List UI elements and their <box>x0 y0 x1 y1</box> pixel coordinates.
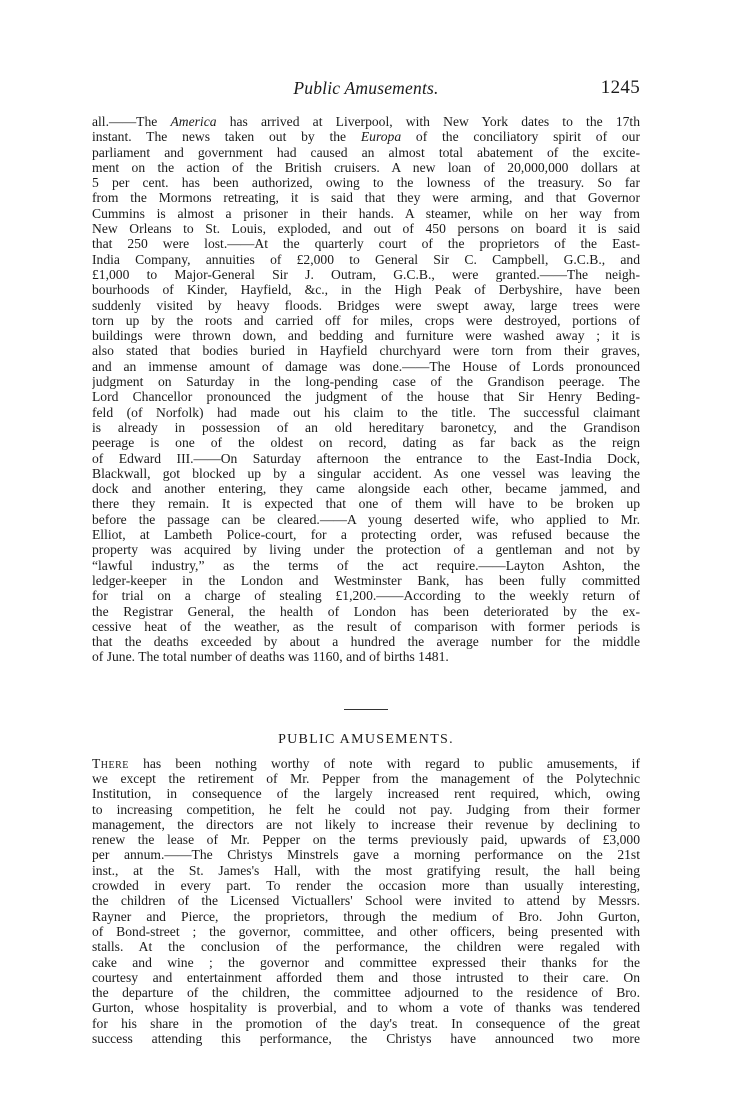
text-line: £1,000 to Major-General Sir J. Outram, G.C.B., were granted.——The neigh- <box>92 266 640 282</box>
running-head <box>92 78 640 106</box>
text-line: Elliot, at Lambeth Police-court, for a protecting order, was refused because the <box>92 527 640 543</box>
text-line: Gurton, whose hospitality is proverbial, and to whom a vote of thanks was tendered <box>92 1000 640 1016</box>
text-line: bourhoods of Kinder, Hayfield, &c., in the High Peak of Derbyshire, have been <box>92 282 640 298</box>
text-line: that 250 were lost.——At the quarterly court of the proprietors of the East- <box>92 236 640 252</box>
text-line: the children of the Licensed Victuallers' School were invited to attend by Messrs. <box>92 893 640 909</box>
opening-word: There <box>92 755 129 771</box>
text-line: management, the directors are not likely to increase their revenue by declining to <box>92 816 640 832</box>
text-line: Institution, in consequence of the largely increased rent required, which, owing <box>92 786 640 802</box>
text-line: that the deaths exceeded by about a hundred the average number for the middle <box>92 634 640 650</box>
text-line: and an immense amount of damage was done.——The House of Lords pronounced <box>92 358 640 374</box>
text-line: we except the retirement of Mr. Pepper from the management of the Polytechnic <box>92 770 640 786</box>
text-line: also stated that bodies buried in Hayfield churchyard were torn from their graves, <box>92 343 640 359</box>
text-line: suddenly visited by heavy floods. Bridges were swept away, large trees were <box>92 297 640 313</box>
text-line: There has been nothing worthy of note with regard to public amusements, if <box>92 755 640 771</box>
text-line: dock and another entering, they came alongside each other, became jammed, and <box>92 481 640 497</box>
text-line: 5 per cent. has been authorized, owing to the lowness of the treasury. So far <box>92 175 640 191</box>
text-line: before the passage can be cleared.——A young deserted wife, who applied to Mr. <box>92 511 640 527</box>
text-line: feld (of Norfolk) had made out his claim to the title. The successful claimant <box>92 404 640 420</box>
section-separator <box>344 709 388 710</box>
public-amusements-paragraph <box>92 756 640 1047</box>
text-line: judgment on Saturday in the long-pending case of the Grandison peerage. The <box>92 374 640 390</box>
text-line: per annum.——The Christys Minstrels gave a morning performance on the 21st <box>92 847 640 863</box>
text-line: success attending this performance, the Christys have announced two more <box>92 1031 640 1047</box>
text-line: for trial on a charge of stealing £1,200.——According to the weekly return of <box>92 588 640 604</box>
text-line: of June. The total number of deaths was 1160, and of births 1481. <box>92 649 449 665</box>
news-paragraph <box>92 114 640 665</box>
text-line: ment on the action of the British cruisers. A new loan of 20,000,000 dollars at <box>92 159 640 175</box>
text-line: peerage is one of the oldest on record, dating as far back as the reign <box>92 435 640 451</box>
running-title: Public Amusements. <box>293 78 439 98</box>
text-line: ledger-keeper in the London and Westminster Bank, has been fully committed <box>92 572 640 588</box>
text-line: Rayner and Pierce, the proprietors, through the medium of Bro. John Gurton, <box>92 908 640 924</box>
text-line: stalls. At the conclusion of the performance, the children were regaled with <box>92 939 640 955</box>
text-line: is already in possession of an old hereditary baronetcy, and the Grandison <box>92 419 640 435</box>
text-line: instant. The news taken out by the Europa of the conciliatory spirit of our <box>92 129 640 145</box>
text-line: of Bond-street ; the governor, committee, and other officers, being presented with <box>92 923 640 939</box>
text-line: parliament and government had caused an almost total abatement of the excite- <box>92 144 640 160</box>
text-line: there they remain. It is expected that one of them will have to be broken up <box>92 496 640 512</box>
text-line: for his share in the promotion of the day's treat. In consequence of the great <box>92 1015 640 1031</box>
section-heading: PUBLIC AMUSEMENTS. <box>278 731 454 747</box>
book-page <box>92 78 640 1046</box>
text-line: the Registrar General, the health of London has been deteriorated by the ex- <box>92 603 640 619</box>
text-line: cake and wine ; the governor and committee expressed their thanks for the <box>92 954 640 970</box>
text-line: renew the lease of Mr. Pepper on the terms previously paid, upwards of £3,000 <box>92 832 640 848</box>
text-line: “lawful industry,” as the terms of the act require.——Layton Ashton, the <box>92 557 640 573</box>
text-line: all.——The America has arrived at Liverpool, with New York dates to the 17th <box>92 114 640 129</box>
text-line: New Orleans to St. Louis, exploded, and out of 450 persons on board it is said <box>92 221 640 237</box>
text-line: Cummins is almost a prisoner in their hands. A steamer, while on her way from <box>92 205 640 221</box>
text-line: inst., at the St. James's Hall, with the most gratifying result, the hall being <box>92 862 640 878</box>
text-line: crowded in every part. To render the occasion more than usually interesting, <box>92 878 640 894</box>
text-line: torn up by the roots and carried off for miles, crops were destroyed, portions of <box>92 312 640 328</box>
text-line: the departure of the children, the committee adjourned to the residence of Bro. <box>92 985 640 1001</box>
text-line: of Edward III.——On Saturday afternoon the entrance to the East-India Dock, <box>92 450 640 466</box>
text-line: India Company, annuities of £2,000 to General Sir C. Campbell, G.C.B., and <box>92 251 640 267</box>
text-line: Lord Chancellor pronounced the judgment of the house that Sir Henry Beding- <box>92 389 640 405</box>
text-line: buildings were thrown down, and bedding and furniture were washed away ; it is <box>92 328 640 344</box>
text-line: to increasing competition, he felt he could not pay. Judging from their former <box>92 801 640 817</box>
text-line: property was acquired by living under the protection of a gentleman and not by <box>92 542 640 558</box>
page-number: 1245 <box>600 77 640 98</box>
text-line: cessive heat of the weather, as the result of comparison with former periods is <box>92 618 640 634</box>
text-line: from the Mormons retreating, it is said that they were arming, and that Governor <box>92 190 640 206</box>
text-line: courtesy and entertainment afforded them and those intrusted to their care. On <box>92 969 640 985</box>
text-line: Blackwall, got blocked up by a singular accident. As one vessel was leaving the <box>92 465 640 481</box>
